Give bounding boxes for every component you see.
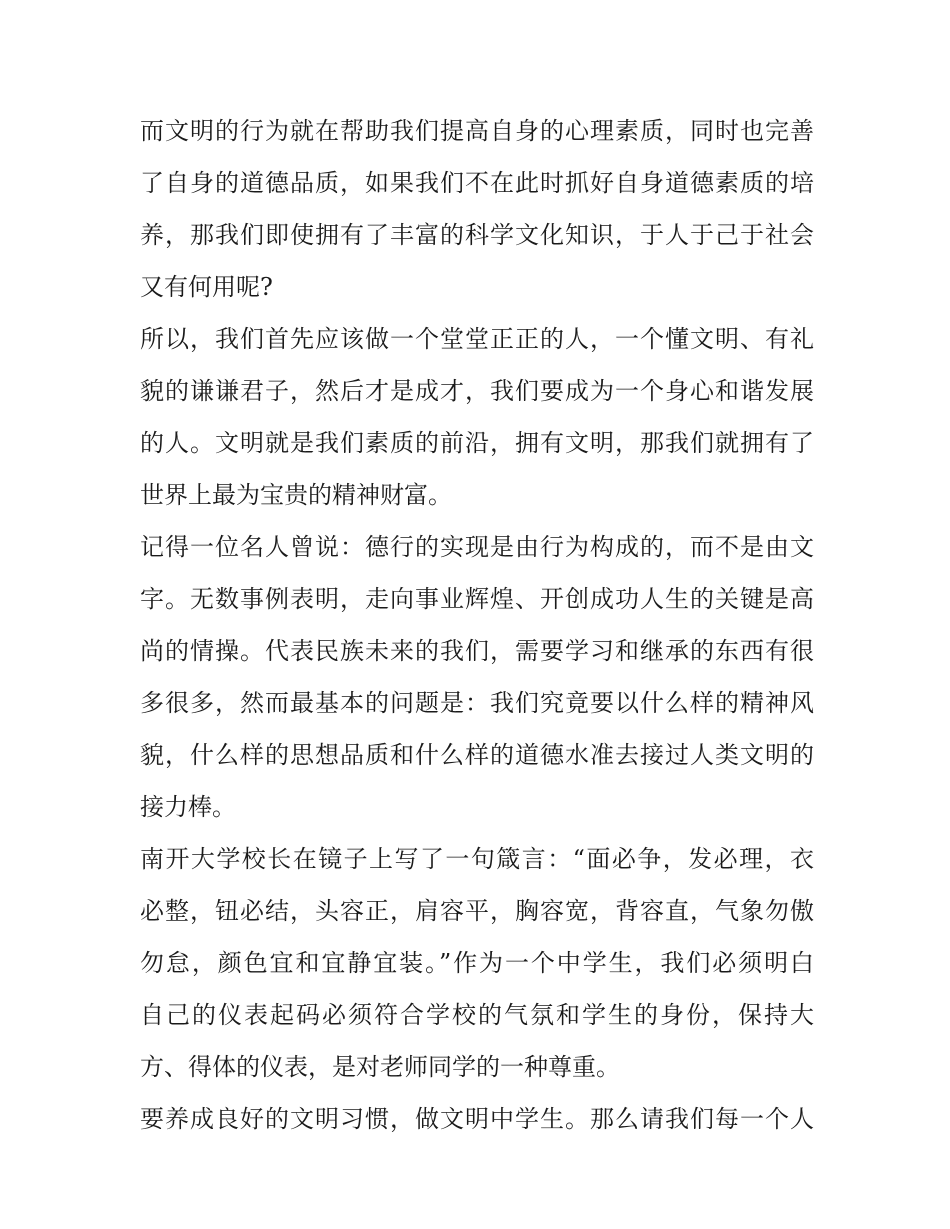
text-line: 接力棒。 (140, 793, 236, 821)
paragraph-4 (140, 833, 814, 1093)
paragraph-1 (140, 105, 814, 313)
text-line: 了自身的道德品质，如果我们不在此时抓好自身道德素质的培 (140, 169, 814, 197)
paragraph-5 (140, 1093, 814, 1145)
text-line: 而文明的行为就在帮助我们提高自身的心理素质，同时也完善 (140, 117, 814, 145)
text-line: 要养成良好的文明习惯，做文明中学生。那么请我们每一个人 (140, 1105, 814, 1133)
text-line: 又有何用呢? (140, 273, 273, 301)
paragraph-3 (140, 521, 814, 833)
text-line: 貌的谦谦君子，然后才是成才，我们要成为一个身心和谐发展 (140, 377, 814, 405)
text-line: 貌，什么样的思想品质和什么样的道德水准去接过人类文明的 (140, 741, 814, 769)
text-line: 南开大学校长在镜子上写了一句箴言：“面必争，发必理，衣 (140, 845, 814, 873)
text-line: 所以，我们首先应该做一个堂堂正正的人，一个懂文明、有礼 (140, 325, 814, 353)
text-line: 必整，钮必结，头容正，肩容平，胸容宽，背容直，气象勿傲 (140, 897, 814, 925)
text-line: 方、得体的仪表，是对老师同学的一种尊重。 (140, 1053, 620, 1081)
text-line: 字。无数事例表明，走向事业辉煌、开创成功人生的关键是高 (140, 585, 814, 613)
text-line: 的人。文明就是我们素质的前沿，拥有文明，那我们就拥有了 (140, 429, 814, 457)
text-line: 世界上最为宝贵的精神财富。 (140, 481, 452, 509)
text-line: 尚的情操。代表民族未来的我们，需要学习和继承的东西有很 (140, 637, 814, 665)
document-body (140, 105, 814, 1145)
text-line: 养，那我们即使拥有了丰富的科学文化知识，于人于己于社会 (140, 221, 814, 249)
paragraph-2 (140, 313, 814, 521)
text-line: 勿怠，颜色宜和宜静宜装。”作为一个中学生，我们必须明白 (140, 949, 814, 977)
text-line: 多很多，然而最基本的问题是：我们究竟要以什么样的精神风 (140, 689, 814, 717)
text-line: 自己的仪表起码必须符合学校的气氛和学生的身份，保持大 (140, 1001, 814, 1029)
text-line: 记得一位名人曾说：德行的实现是由行为构成的，而不是由文 (140, 533, 814, 561)
